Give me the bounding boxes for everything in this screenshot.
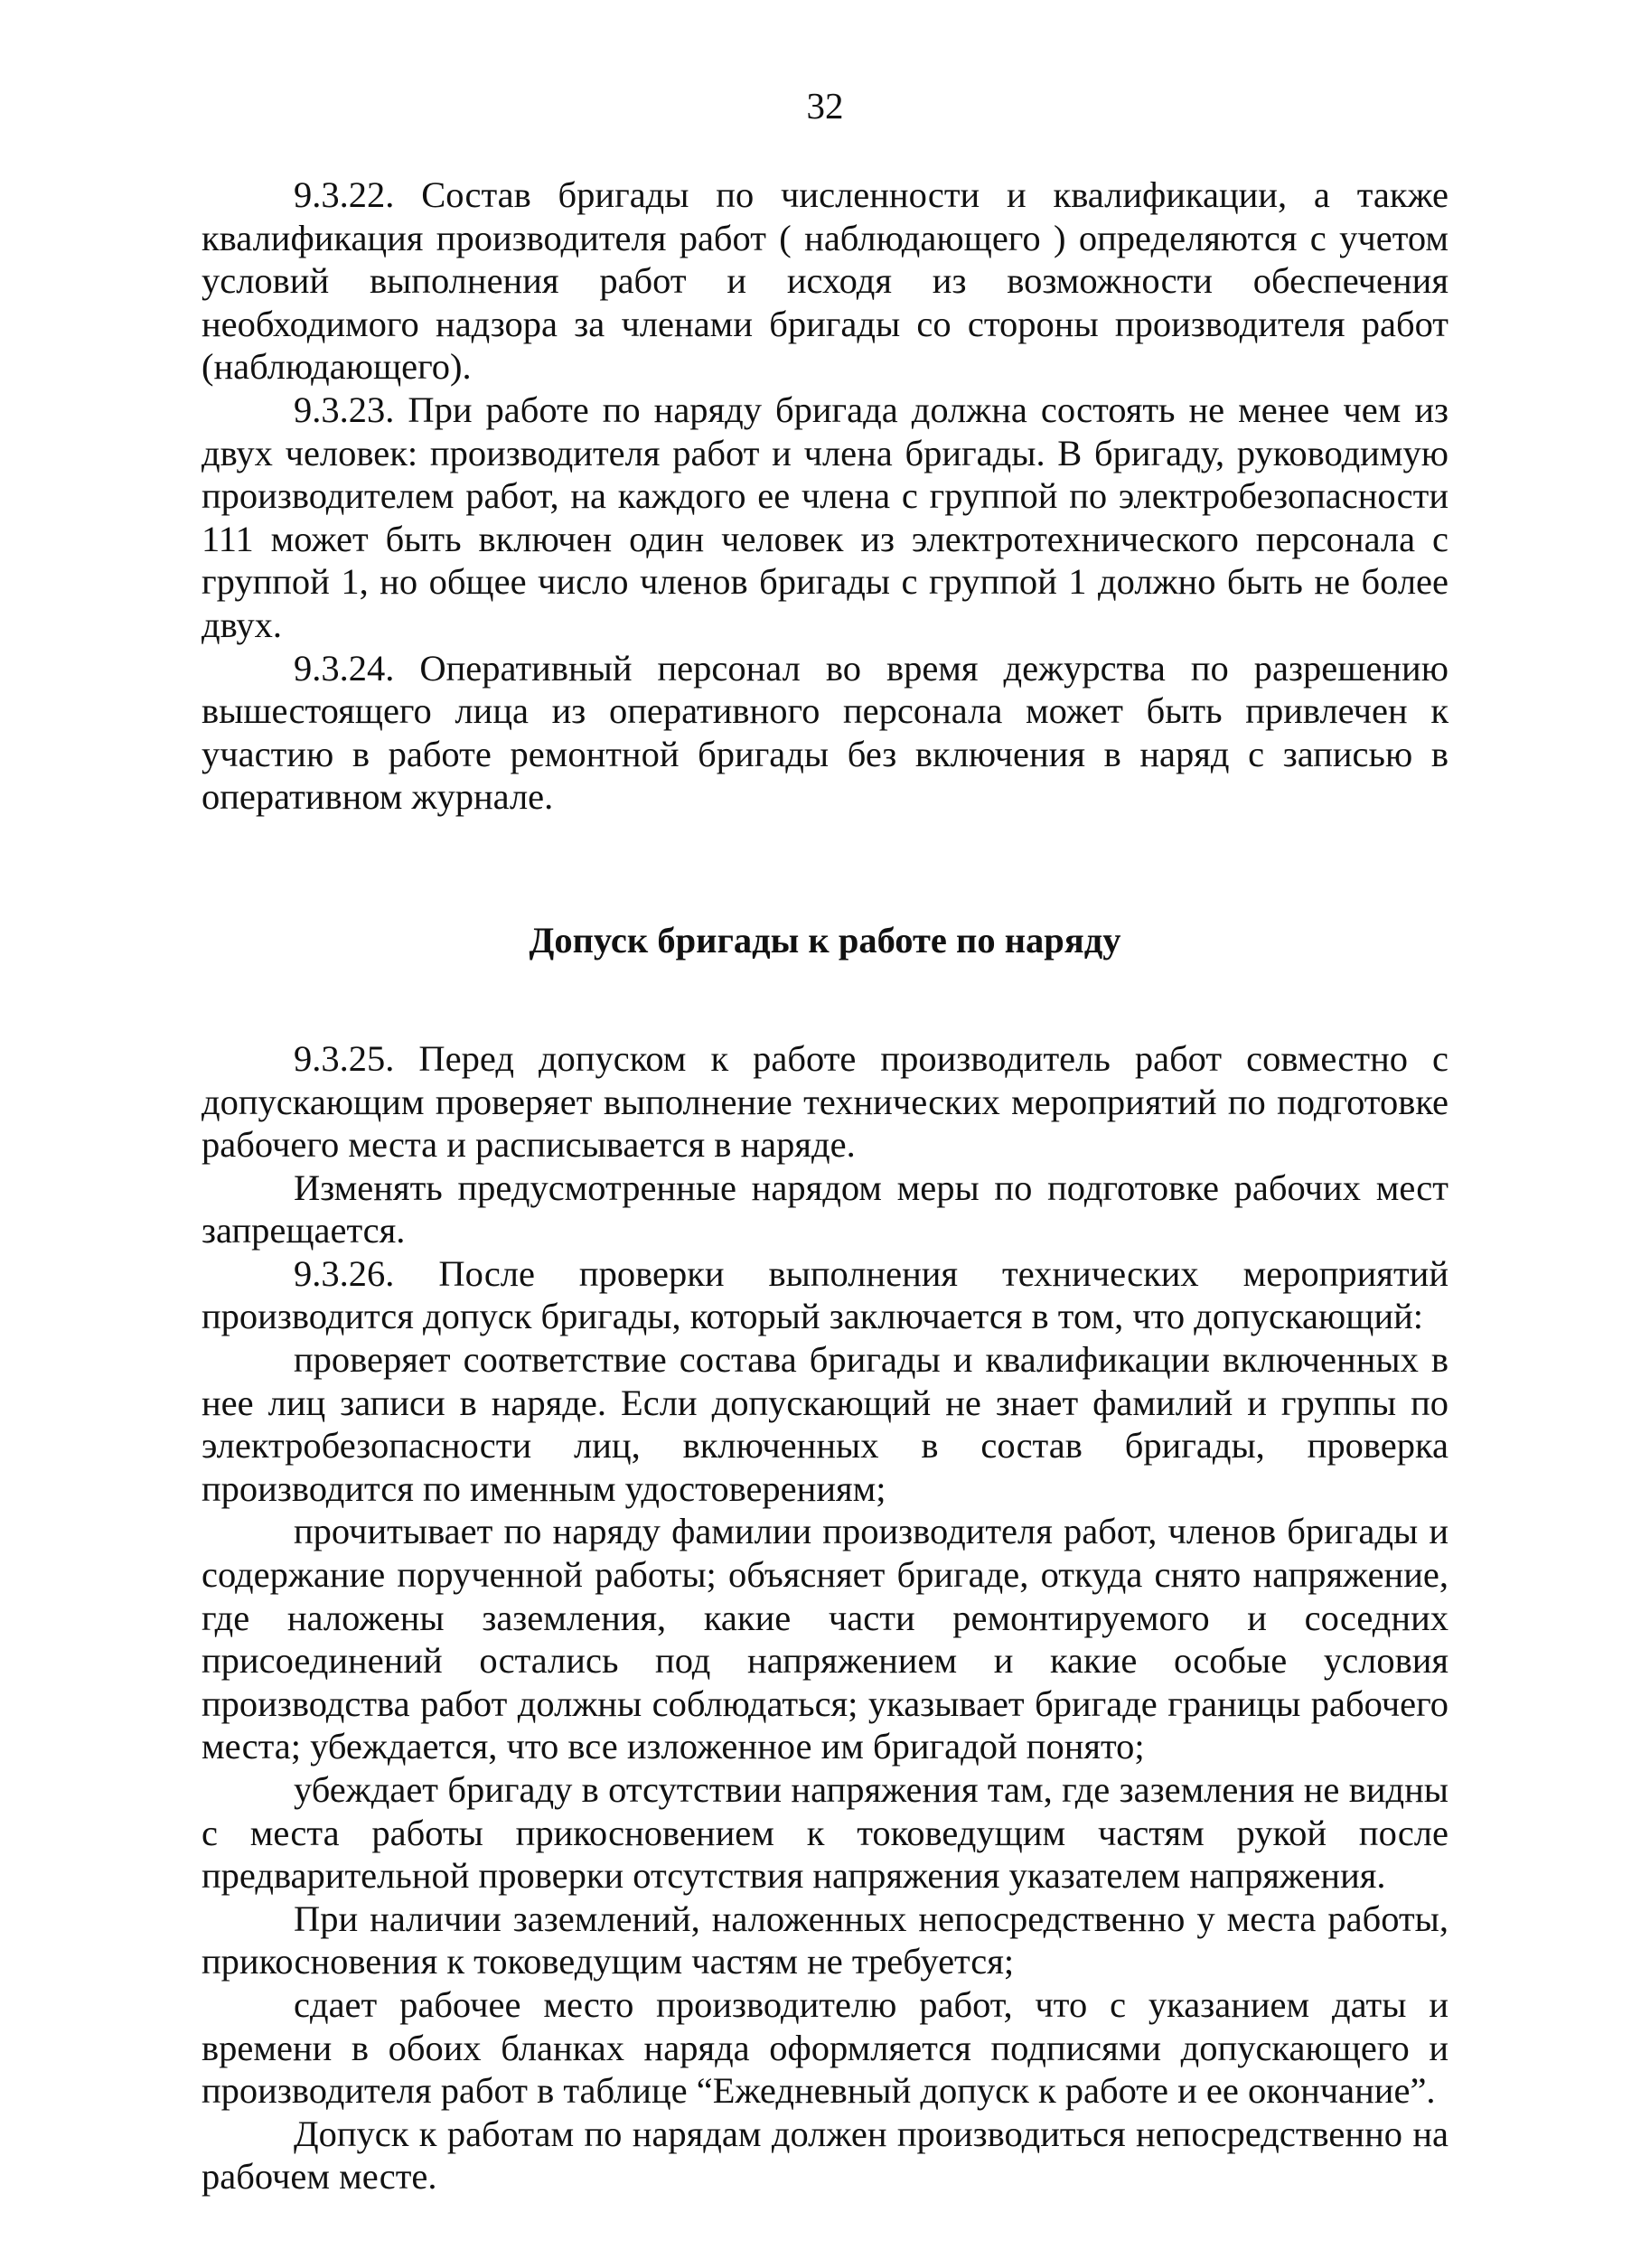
paragraph-9-3-23: 9.3.23. При работе по наряду бригада должна состоять не менее чем из двух человек: производителя работ и члена бригады. В бригаду, руководимую производителем работ, на каждого ее члена с группой по электробезопасности 111 может быть включен один человек из электротехнического персонала с группой 1, но общее число членов бригады с группой 1 должно быть не более двух. bbox=[202, 389, 1448, 645]
paragraph-9-3-22: 9.3.22. Состав бригады по численности и квалификации, а также квалификация производителя работ ( наблюдающего ) определяются с учетом условий выполнения работ и исходя из возможности обеспечения необходимого надзора за членами бригады со стороны производителя работ (наблюдающего). bbox=[202, 174, 1448, 388]
document-body bbox=[202, 173, 1448, 2198]
paragraph-convinces-brigade: убеждает бригаду в отсутствии напряжения там, где заземления не видны с места работы прикосновением к токоведущим частям рукой после предварительной проверки отсутствия напряжения указателем напряжения. bbox=[202, 1769, 1448, 1897]
paragraph-change-prohibited: Изменять предусмотренные нарядом меры по подготовке рабочих мест запрещается. bbox=[202, 1167, 1448, 1251]
page-number: 32 bbox=[806, 85, 844, 127]
paragraph-hands-over-workplace: сдает рабочее место производителю работ, что с указанием даты и времени в обоих бланках наряда оформляется подписями допускающего и производителя работ в таблице “Ежедневный допуск к работе и ее окончание”. bbox=[202, 1983, 1448, 2112]
paragraph-9-3-24: 9.3.24. Оперативный персонал во время дежурства по разрешению вышестоящего лица из оперативного персонала может быть привлечен к участию в работе ремонтной бригады без включения в наряд с записью в оперативном журнале. bbox=[202, 647, 1448, 818]
paragraph-9-3-25: 9.3.25. Перед допуском к работе производитель работ совместно с допускающим проверяет выполнение технических мероприятий по подготовке рабочего места и расписывается в наряде. bbox=[202, 1037, 1448, 1166]
paragraph-checks-composition: проверяет соответствие состава бригады и квалификации включенных в нее лиц записи в наряде. Если допускающий не знает фамилий и группы по электробезопасности лиц, включенных в состав бригады, проверка производится по именным удостоверениям; bbox=[202, 1339, 1448, 1509]
paragraph-groundings-present: При наличии заземлений, наложенных непосредственно у места работы, прикосновения к токоведущим частям не требуется; bbox=[202, 1898, 1448, 1982]
paragraph-9-3-26: 9.3.26. После проверки выполнения технических мероприятий производится допуск бригады, который заключается в том, что допускающий: bbox=[202, 1252, 1448, 1337]
section-heading: Допуск бригады к работе по наряду bbox=[529, 919, 1121, 961]
paragraph-reads-names: прочитывает по наряду фамилии производителя работ, членов бригады и содержание порученной работы; объясняет бригаде, откуда снято напряжение, где наложены заземления, какие части ремонтируемого и соседних присоединений остались под напряжением и какие особые условия производства работ должны соблюдаться; указывает бригаде границы рабочего места; убеждается, что все изложенное им бригадой понято; bbox=[202, 1511, 1448, 1767]
paragraph-admission-on-site: Допуск к работам по нарядам должен производиться непосредственно на рабочем месте. bbox=[202, 2113, 1448, 2198]
